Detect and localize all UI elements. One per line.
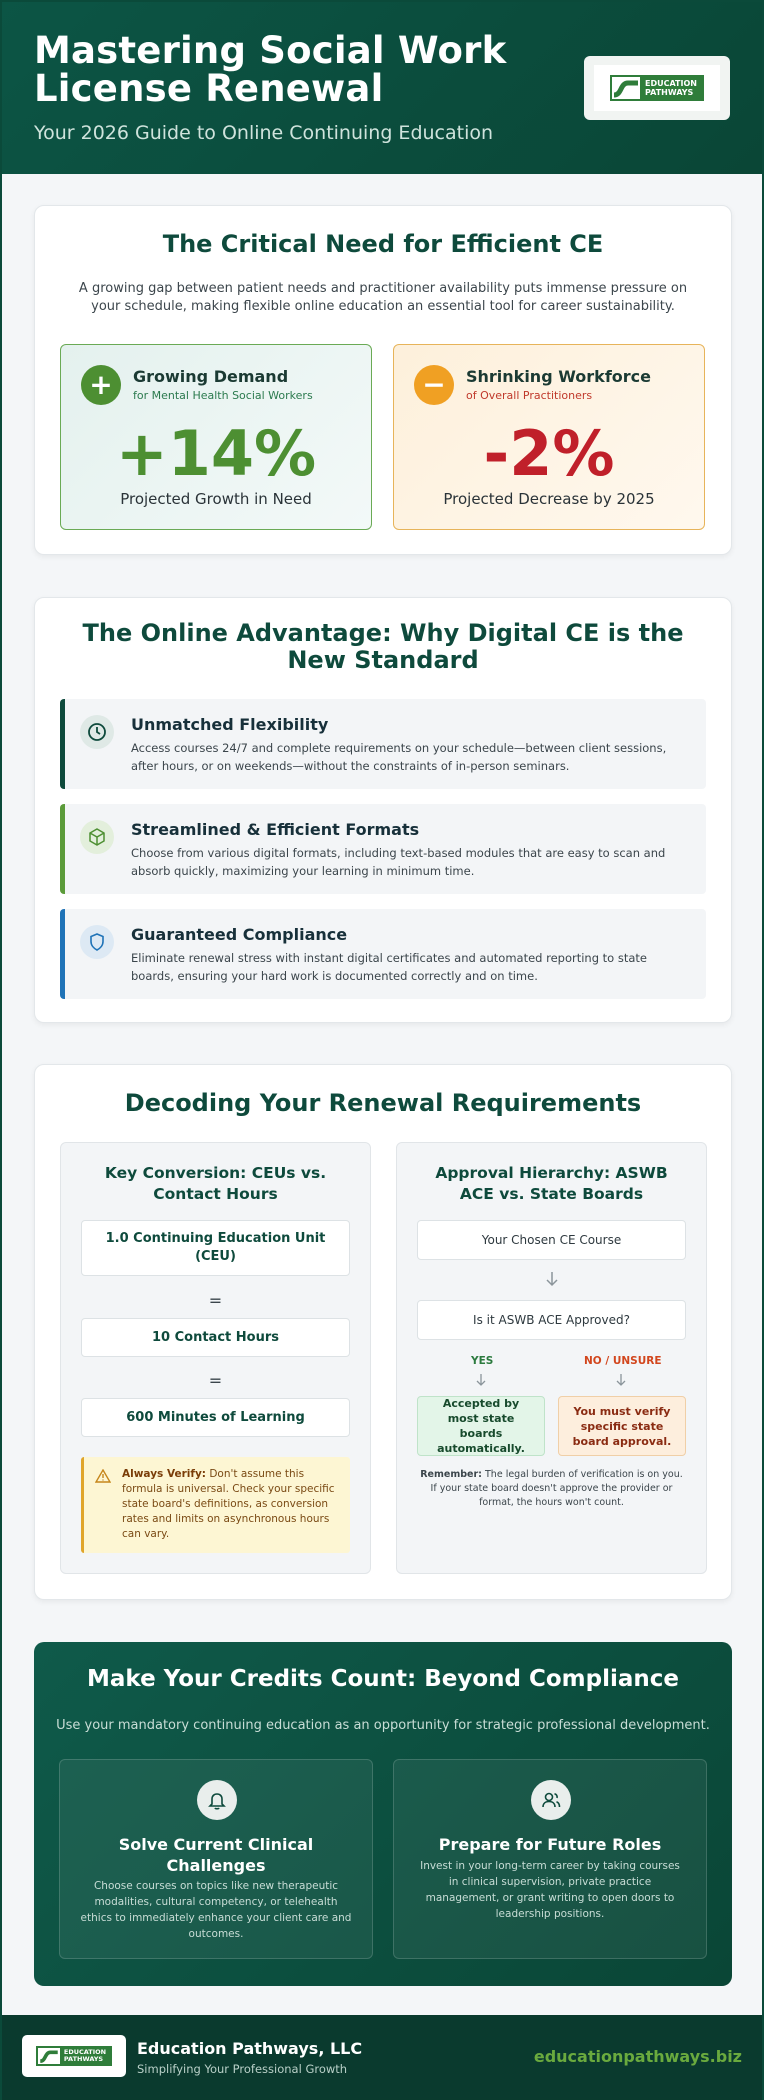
warning-label: Always Verify: — [122, 1468, 206, 1480]
logo-text-pathways: PATHWAYS — [63, 2055, 104, 2063]
approval-panel — [396, 1142, 707, 1574]
renewal-requirements-section — [34, 1064, 732, 1600]
remember-note — [417, 1468, 686, 1510]
warning-text: Don't assume this formula is universal. Check your specific state board's definitions, as conversion rates and limits on asynchronous hours can vary. — [122, 1468, 335, 1540]
bell-icon — [197, 1780, 237, 1820]
chosen-course-box: Your Chosen CE Course — [417, 1220, 686, 1260]
section-title: The Online Advantage: Why Digital CE is the New Standard — [82, 619, 684, 674]
footer-company: Education Pathways, LLC — [137, 2039, 363, 2058]
yes-label: YES — [471, 1355, 494, 1367]
footer-website-link[interactable]: educationpathways.biz — [533, 2047, 742, 2066]
footer-tagline: Simplifying Your Professional Growth — [137, 2062, 348, 2076]
minutes-box: 600 Minutes of Learning — [81, 1398, 350, 1437]
cube-icon — [80, 820, 114, 854]
accepted-result: Accepted by most state boards automatically. — [417, 1396, 545, 1456]
ceu-box: 1.0 Continuing Education Unit (CEU) — [81, 1220, 350, 1276]
future-roles-card — [393, 1759, 707, 1959]
advantage-item-formats — [60, 804, 706, 894]
education-pathways-logo — [36, 2046, 112, 2066]
pathway-mark-icon — [38, 2048, 60, 2064]
no-unsure-label: NO / UNSURE — [584, 1355, 662, 1367]
advantage-title: Unmatched Flexibility — [131, 715, 329, 734]
contact-hours-box: 10 Contact Hours — [81, 1318, 350, 1357]
clinical-challenges-card — [59, 1759, 373, 1959]
clock-icon — [80, 715, 114, 749]
verify-result: You must verify specific state board approval. — [558, 1396, 686, 1456]
advantage-item-compliance — [60, 909, 706, 999]
education-pathways-logo — [610, 75, 704, 101]
advantage-desc: Choose from various digital formats, including text-based modules that are easy to scan and absorb quickly, maximizing your learning in minimum time. — [131, 846, 666, 878]
stat-caption: Projected Decrease by 2025 — [443, 490, 655, 508]
advantage-title: Guaranteed Compliance — [131, 925, 348, 944]
logo-text-pathways: PATHWAYS — [645, 88, 694, 97]
header-logo[interactable] — [584, 56, 730, 120]
stat-value: +14% — [115, 417, 317, 490]
header — [2, 2, 762, 174]
section-lead: A growing gap between patient needs and practitioner availability puts immense pressure on your schedule, making flexible online education an essential tool for career sustainability. — [78, 281, 688, 314]
equals-sign: = — [208, 1291, 223, 1310]
advantage-title: Streamlined & Efficient Formats — [131, 820, 420, 839]
stat-value: -2% — [483, 417, 615, 490]
card-title: Prepare for Future Roles — [438, 1835, 662, 1854]
page-title: Mastering Social Work License Renewal — [34, 29, 507, 110]
shield-icon — [80, 925, 114, 959]
advantage-desc: Access courses 24/7 and complete requirements on your schedule—between client sessions, after hours, or on weekends—without the constraints of in-person seminars. — [131, 741, 667, 773]
footer — [2, 2015, 762, 2100]
arrow-down-icon — [475, 1373, 487, 1391]
online-advantage-section — [34, 597, 732, 1023]
advantage-desc: Eliminate renewal stress with instant digital certificates and automated reporting to state boards, ensuring your hard work is documented correctly and on time. — [131, 951, 648, 983]
stat-caption: Projected Growth in Need — [120, 490, 312, 508]
conversion-panel — [60, 1142, 371, 1574]
critical-need-section — [34, 205, 732, 555]
panel-title: Key Conversion: CEUs vs. Contact Hours — [104, 1164, 327, 1203]
stat-title: Growing Demand — [133, 367, 289, 386]
verify-warning — [81, 1457, 350, 1553]
aswb-question-box: Is it ASWB ACE Approved? — [417, 1300, 686, 1340]
beyond-compliance-section — [34, 1642, 732, 1986]
card-title: Solve Current Clinical Challenges — [118, 1835, 314, 1875]
section-title: Make Your Credits Count: Beyond Compliance — [86, 1666, 680, 1692]
plus-icon: + — [81, 365, 121, 405]
arrow-down-icon — [545, 1271, 559, 1291]
footer-logo[interactable] — [22, 2035, 126, 2077]
stat-title: Shrinking Workforce — [466, 367, 651, 386]
warning-icon — [95, 1469, 111, 1488]
panel-title: Approval Hierarchy: ASWB ACE vs. State Boards — [435, 1164, 668, 1203]
section-title: Decoding Your Renewal Requirements — [124, 1089, 642, 1117]
section-lead: Use your mandatory continuing education as an opportunity for strategic professional development. — [56, 1718, 710, 1733]
users-icon — [531, 1780, 571, 1820]
section-title: The Critical Need for Efficient CE — [162, 230, 604, 258]
advantage-item-flexibility — [60, 699, 706, 789]
minus-icon: − — [414, 365, 454, 405]
card-desc: Invest in your long-term career by taking courses in clinical supervision, private practice management, or grant writing to open doors to leadership positions. — [420, 1860, 680, 1920]
arrow-down-icon — [615, 1373, 627, 1391]
stat-subtitle: of Overall Practitioners — [466, 389, 593, 402]
remember-text: The legal burden of verification is on you. If your state board doesn't approve the provider or format, the hours won't count. — [430, 1469, 683, 1508]
growing-demand-card — [60, 344, 372, 530]
stat-subtitle: for Mental Health Social Workers — [133, 389, 313, 402]
shrinking-workforce-card — [393, 344, 705, 530]
card-desc: Choose courses on topics like new therapeutic modalities, cultural competency, or telehealth ethics to immediately enhance your client care and outcomes. — [80, 1880, 352, 1940]
logo-text-education: EDUCATION — [63, 2048, 107, 2056]
page-subtitle: Your 2026 Guide to Online Continuing Education — [34, 122, 494, 144]
logo-text-education: EDUCATION — [645, 79, 697, 88]
remember-label: Remember: — [420, 1469, 482, 1480]
equals-sign: = — [208, 1371, 223, 1390]
pathway-mark-icon — [612, 77, 640, 99]
